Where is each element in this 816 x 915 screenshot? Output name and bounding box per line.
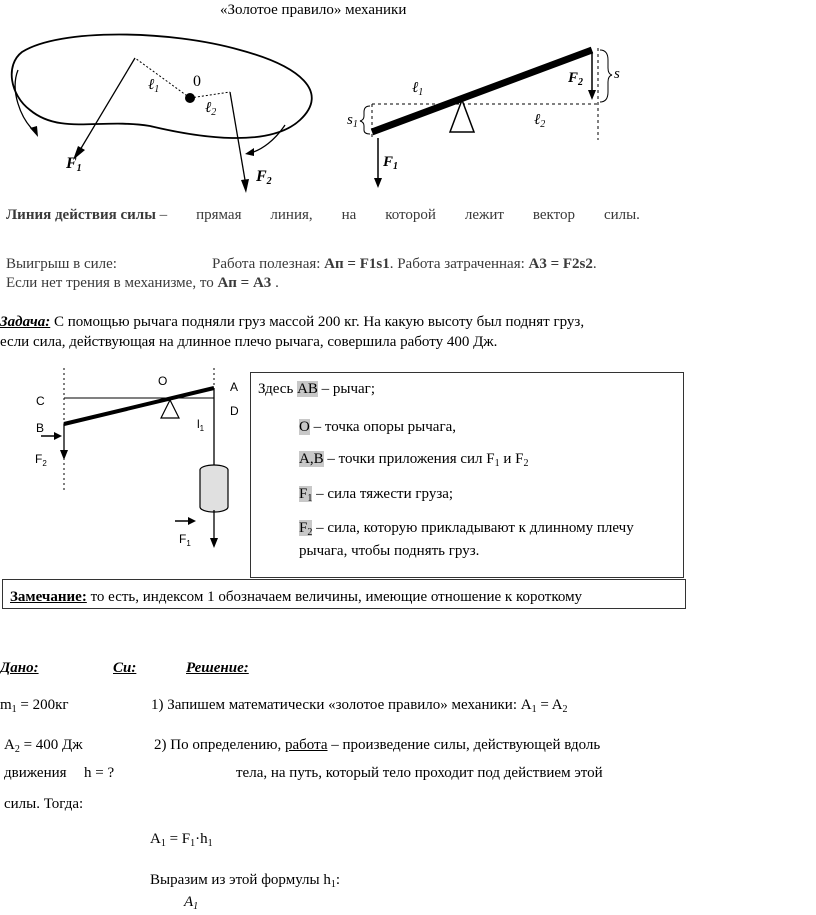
friction-line: Если нет трения в механизме, то Aп = A3 . <box>6 275 279 291</box>
fig2-label-f2: $F_2$ <box>568 70 584 88</box>
fig2-label-l1: ℓ$_1$ <box>412 80 424 98</box>
lever-label-b: B <box>36 421 45 435</box>
legend-line-3: А,В – точки приложения сил $F_1$ и $F_2$ <box>299 451 529 469</box>
lever-label-o: O <box>158 374 168 388</box>
find-h: h = ? <box>84 765 115 781</box>
fig2-label-s1: $s_1$ <box>347 112 358 130</box>
gain-label: Выигрыш в силе: <box>6 256 117 272</box>
lever-label-f1: $F_1$ <box>179 532 191 548</box>
definition-term: Линия действия силы <box>6 207 156 223</box>
motion-word: движения <box>4 765 67 781</box>
work-line: Работа полезная: Aп = F1s1. Работа затраченная: A3 = F2s2. <box>212 256 597 272</box>
then-line: силы. Тогда: <box>4 796 84 812</box>
lever-label-f2: $F_2$ <box>35 452 47 468</box>
fig1-label-l2: ℓ$_2$ <box>205 100 217 118</box>
definition-line: Линия действия силы – прямая линия, на которой лежит вектор силы. <box>6 207 640 223</box>
task-line-2: если сила, действующая на длинное плечо рычага, совершила работу 400 Дж. <box>0 334 498 350</box>
fraction-numerator: $A_1$ <box>184 894 199 912</box>
fig2-label-f1: $F_1$ <box>383 154 399 172</box>
legend-line-1: Здесь АВ – рычаг; <box>258 381 376 397</box>
task-line-1: Задача: С помощью рычага подняли груз массой 200 кг. На какую высоту был поднят груз, <box>0 314 585 330</box>
fig1-label-f2: $F_2$ <box>256 168 272 187</box>
legend-line-2: О – точка опоры рычага, <box>299 419 457 435</box>
lever-label-a: A <box>230 380 239 394</box>
legend-line-6: рычага, чтобы поднять груз. <box>299 543 480 559</box>
legend-line-4: $F_1$ – сила тяжести груза; <box>299 486 454 504</box>
fig2-label-s: s <box>614 66 620 82</box>
figure-lever-problem <box>0 0 260 560</box>
lever-label-l1: $l_1$ <box>197 417 205 433</box>
lever-label-c: C <box>36 394 45 408</box>
fig1-label-l1: ℓ$_1$ <box>148 77 160 95</box>
given-m1: $m_1 = 200кг$ <box>0 697 69 715</box>
page-title: «Золотое правило» механики <box>220 2 407 18</box>
si-header: Си: <box>113 660 137 676</box>
given-header: Дано: <box>0 660 39 676</box>
solution-header: Решение: <box>186 660 249 676</box>
formula-work: $A_1 = F_1\cdot h_1$ <box>150 831 213 849</box>
legend-line-5: $F_2$ – сила, которую прикладывают к длинному плечу <box>299 520 634 538</box>
step-2-line-2: тела, на путь, который тело проходит под действием этой <box>236 765 603 781</box>
step-1: 1) Запишем математически «золотое правило» механики: $A_1 = A_2$ <box>151 697 568 715</box>
given-a2: $A_2 = 400$ Дж <box>4 737 83 755</box>
fig2-label-l2: ℓ$_2$ <box>534 112 546 130</box>
fig1-label-f1: $F_1$ <box>66 155 82 174</box>
lever-label-d: D <box>230 404 239 418</box>
fig1-label-o: 0 <box>193 73 201 90</box>
step-2: 2) По определению, работа – произведение силы, действующей вдоль <box>154 737 601 753</box>
note-line: Замечание: то есть, индексом 1 обозначаем величины, имеющие отношение к короткому <box>10 589 583 605</box>
express-line: Выразим из этой формулы $h_1$: <box>150 872 341 890</box>
